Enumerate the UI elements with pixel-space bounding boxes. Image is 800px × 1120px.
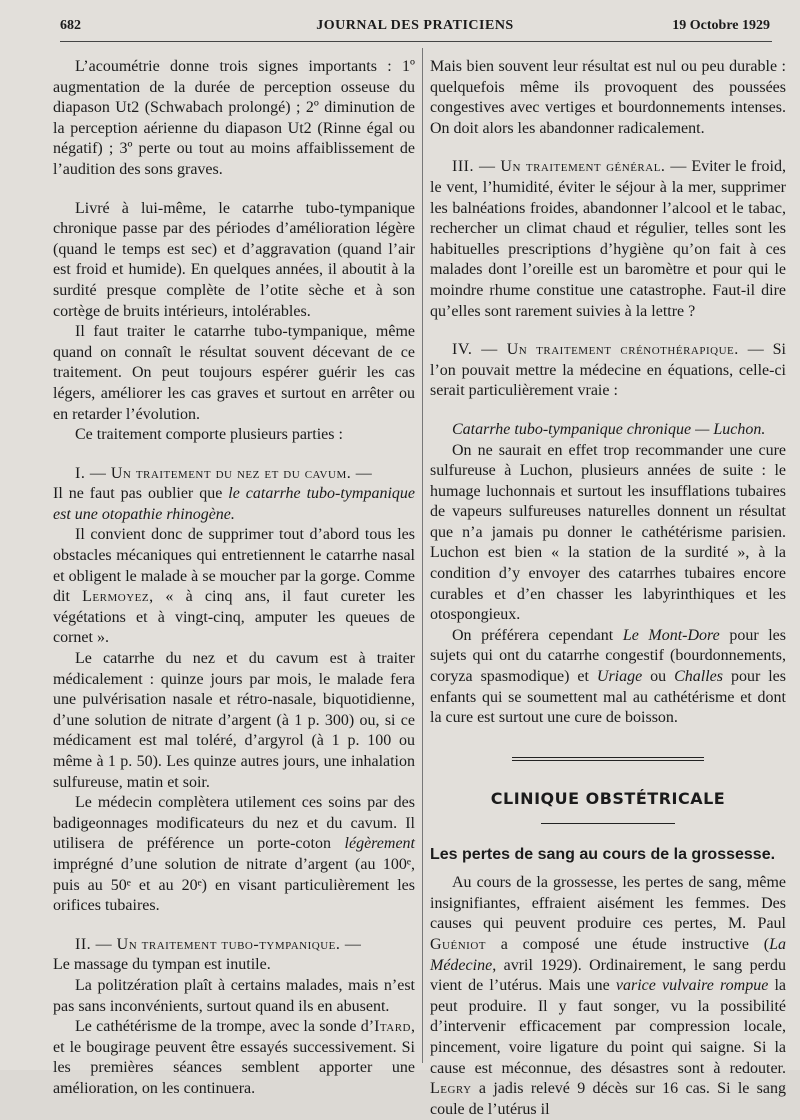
section-2 xyxy=(53,935,415,976)
section-heading: I. — Un traitement du nez et du cavum. — xyxy=(75,464,373,482)
paragraph: Mais bien souvent leur résultat est nul ou peu durable : quelquefois même ils provoquent des poussées congestives avec vertiges et bourdonnements intenses. On doit alors les abandonner radicalement. xyxy=(430,58,786,137)
section-text: Le massage du tympan est inutile. xyxy=(53,956,271,974)
section-text: Il ne faut pas oublier que xyxy=(53,485,229,503)
paragraph-text: Le médecin complètera utilement ces soins par des badigeonnages modificateurs du nez et du cavum. Il utilisera de préférence un porte-coton xyxy=(53,794,415,853)
paragraph-text: imprégné d’une solution de nitrate d’argent (au 100ᵉ, puis au 50ᵉ et au 20ᵉ) en visant particulièrement les orifices tubaires. xyxy=(53,855,415,915)
paragraph: On ne saurait en effet trop recommander une cure sulfureuse à Luchon, plusieurs années de suite : le humage luchonnais et surtout les insufflations tubaires de vapeurs sulfureuses naturelles donnent un résultat que n’a jamais pu donner le cathétérisme parisien. Luchon est bien « la station de la surdité », à la condition d’y envoyer des catarrhes tubaires encore curables et d’en chasser les labyrinthiques et les otospongieux. xyxy=(430,441,786,624)
page-number: 682 xyxy=(60,18,81,33)
paragraph-text: ou xyxy=(642,668,675,686)
section-heading: IV. — Un traitement crénothérapique. — xyxy=(452,341,765,359)
place-name: Uriage xyxy=(596,668,643,686)
place-name: Challes xyxy=(674,668,723,686)
clinic-underline xyxy=(430,810,786,831)
paragraph xyxy=(53,525,415,649)
section-1 xyxy=(53,464,415,526)
paragraph: La politzération plaît à certains malades, mais n’est pas sans inconvénients, surtout quand ils en abusent. xyxy=(53,976,415,1015)
section-separator xyxy=(430,747,786,768)
paragraph-text: Le cathétérisme de la trompe, avec la sonde d’ xyxy=(75,1018,375,1036)
clinic-heading: CLINIQUE OBSTÉTRICALE xyxy=(490,789,726,809)
column-divider xyxy=(422,48,423,1063)
issue-date: 19 Octobre 1929 xyxy=(672,18,770,33)
paragraph-text: pour les sujets qui ont du catarrhe congestif (bourdonnements, coryza spasmodique) et xyxy=(430,626,786,686)
paragraph xyxy=(53,1017,415,1099)
paragraph-text: pour les enfants qui se soumettent mal au cathétérisme et dont la cure est surtout une cure de boisson. xyxy=(430,668,786,727)
paragraph-text: a jadis relevé 9 décès sur 16 cas. Si le sang coule de l’utérus il xyxy=(430,1080,786,1118)
place-name: Le Mont-Dore xyxy=(622,626,720,644)
paragraph xyxy=(430,626,786,729)
author-name: Legry xyxy=(430,1080,472,1098)
paragraph-text: , « à cinq ans, il faut cureter les végétations et à vingt-cinq, amputer les queues de cornet ». xyxy=(53,588,415,647)
journal-title: JOURNAL DES PRATICIENS xyxy=(316,18,514,33)
paragraph-text: , avril 1929). Ordinairement, le sang perdu vient de l’utérus. Mais une xyxy=(430,956,786,995)
paragraph-text: On préférera cependant xyxy=(452,626,623,644)
section-heading: III. — Un traitement général. — xyxy=(452,158,687,176)
emphasis: varice vulvaire rompue xyxy=(615,977,769,995)
paragraph-text: Au cours de la grossesse, les pertes de sang, même insignifiantes, effraient aisément les femmes. Des causes qui peuvent produire ces pertes, M. Paul xyxy=(430,874,786,933)
section-4 xyxy=(430,340,786,402)
left-column xyxy=(53,57,415,1100)
paragraph: Le catarrhe du nez et du cavum est à traiter médicalement : quinze jours par mois, le malade fera une pulvérisation nasale et rétro-nasale, biquotidienne, d’une solution de nitrate d’argent (à 1 p. 300) ou, si ce médicament est mal toléré, d’argyrol (à 1 p. 100 ou même à 1 p. 50). Les quinze autres jours, une inhalation sulfureuse, matin et soir. xyxy=(53,650,415,791)
section-text: Si l’on pouvait mettre la médecine en équations, celle-ci serait particulièrement vraie : xyxy=(430,341,787,400)
paragraph xyxy=(53,793,415,917)
section-3 xyxy=(430,157,786,322)
paragraph: L’acoumétrie donne trois signes importants : 1º augmentation de la durée de perception osseuse du diapason Ut2 (Schwabach prolongé) ; 2º diminution de la perception aérienne du diapason Ut2 (Rinne égal ou négatif) ; 3º perte ou tout au moins affaiblissement de l’audition des sons graves. xyxy=(53,58,415,178)
author-name: Itard xyxy=(374,1018,411,1036)
formula: Catarrhe tubo-tympanique chronique — Luchon. xyxy=(452,420,766,438)
page-header xyxy=(60,18,770,38)
journal-ref: La Médecine xyxy=(430,935,786,974)
section-heading: II. — Un traitement tubo-tympanique. — xyxy=(75,935,362,953)
paragraph-text: Il convient donc de supprimer tout d’abord tous les obstacles mécaniques qui entretiennent le catarrhe nasal et obligent le malade à se moucher par la gorge. Comme dit xyxy=(53,526,415,606)
author-name: Guéniot xyxy=(430,935,486,953)
paragraph-text: a composé une étude instructive ( xyxy=(486,935,770,953)
paragraph: Il faut traiter le catarrhe tubo-tympanique, même quand on connaît le résultat souvent décevant de ce traitement. On peut toujours espérer guérir les cas légers, améliorer les cas graves et surtout en arrêter ou en retarder l’évolution. xyxy=(53,323,415,423)
author-name: Lermoyez xyxy=(82,588,150,606)
paragraph: Livré à lui-même, le catarrhe tubo-tympanique chronique passe par des périodes d’amélioration légère (quand le temps est sec) et d’aggravation (quand l’air est froid et humide). En quelques années, il aboutit à la surdité presque complète de l’otite sèche et à son cortège de bruits intérieurs, intolérables. xyxy=(53,199,415,320)
right-column xyxy=(430,57,786,1120)
paragraph-text: la peut produire. Il y faut songer, vu la possibilité d’intervenir efficacement par compression locale, pincement, voire ligature du point qui saigne. Si la cause est méconnue, des désastres sont à redouter. xyxy=(430,977,787,1077)
header-rule xyxy=(60,41,772,42)
emphasis: légèrement xyxy=(344,835,415,853)
section-emphasis: le catarrhe tubo-tympanique est une otopathie rhinogène. xyxy=(53,485,416,523)
paragraph: Ce traitement comporte plusieurs parties : xyxy=(75,426,343,444)
article-title: Les pertes de sang au cours de la grossesse. xyxy=(430,845,776,863)
paragraph xyxy=(430,873,786,1120)
paragraph-text: , et le bougirage peuvent être essayés successivement. Si les premières séances semblent apporter une amélioration, on les continuera. xyxy=(53,1018,415,1097)
section-text: Eviter le froid, le vent, l’humidité, éviter le séjour à la mer, supprimer les balnéations froides, abandonner l’alcool et le tabac, rechercher un climat chaud et régulier, telles sont les habituelles prescriptions d’hygiène qu’on fait à ces malades dont l’oreille est un baromètre et pour qui le moindre rhume constitue une catastrophe. Faut-il dire qu’elles sont rarement suivies à la lettre ? xyxy=(430,158,786,320)
